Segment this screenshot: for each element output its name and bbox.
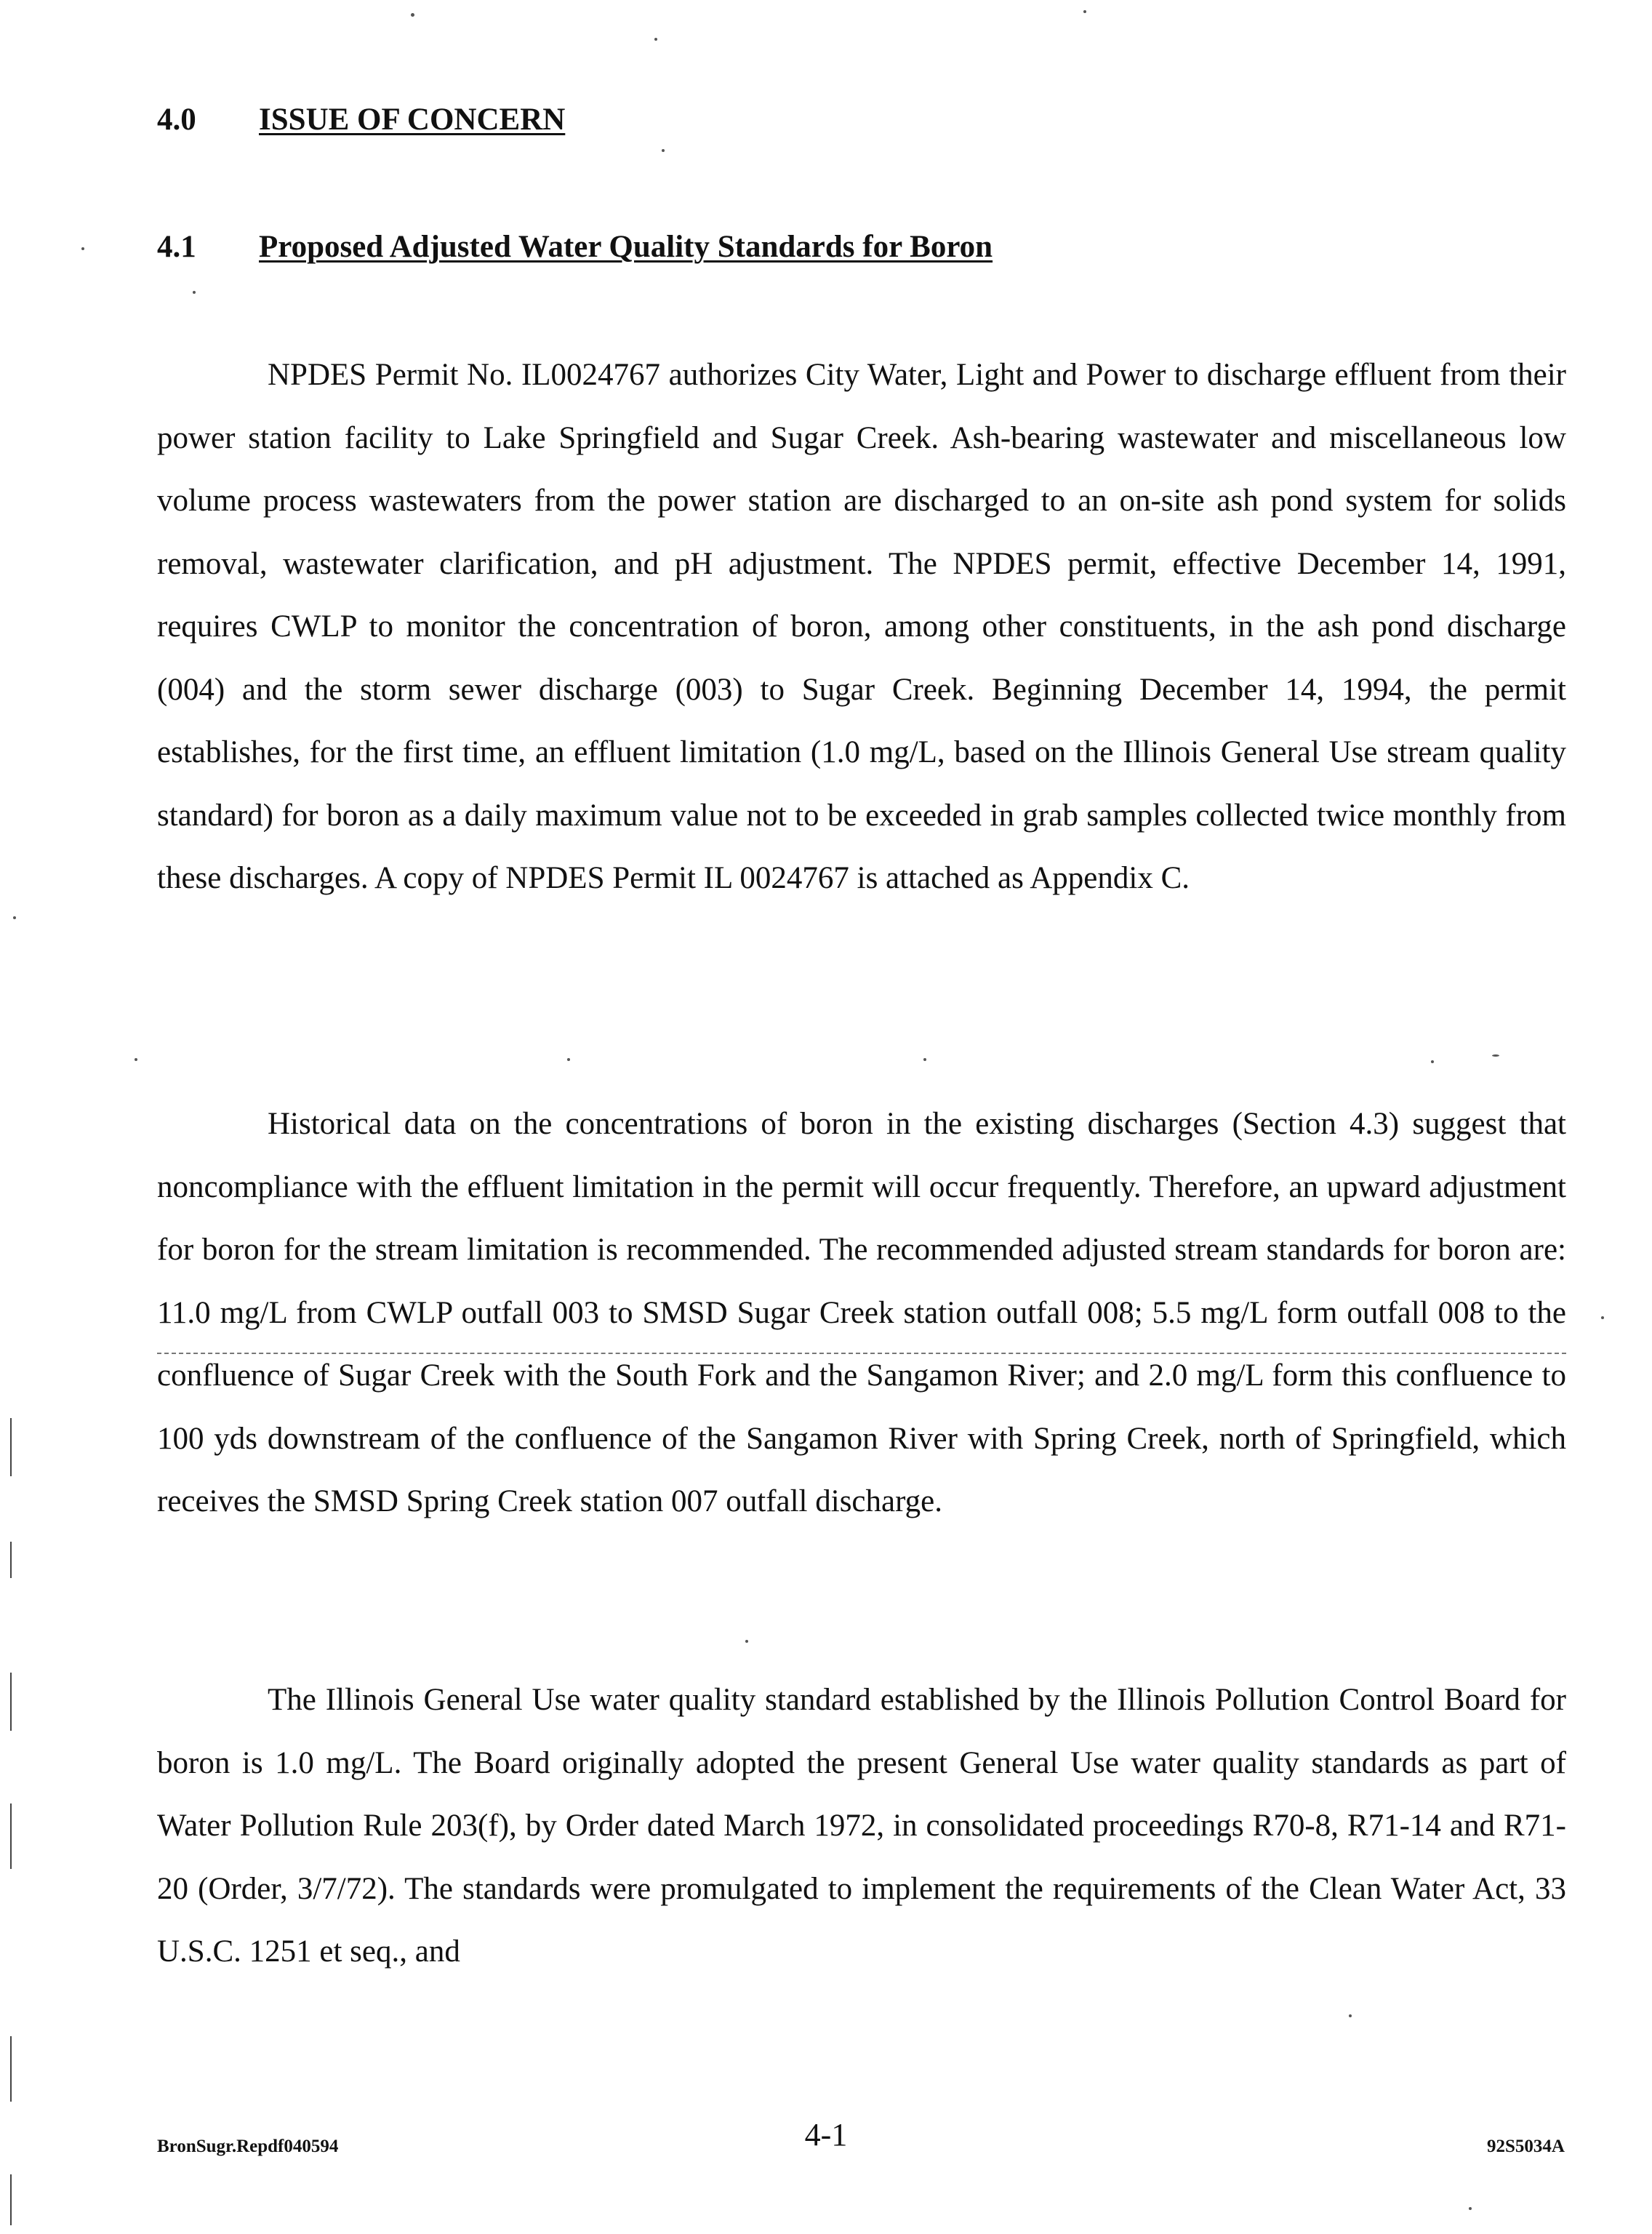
- scan-artifact-dashes: [157, 1353, 1566, 1354]
- scan-artifact-speck: [1601, 1316, 1604, 1319]
- scan-artifact-speck: [1431, 1060, 1434, 1063]
- paragraph-historical-data: Historical data on the concentrations of boron in the existing discharges (Section 4.3) suggest that noncompliance with the effluent limitation in the permit will occur frequently. Therefore, an upward adjustment for boron for the stream limitation is recommended. The recommended adjusted stream standards for boron are: 11.0 mg/L from CWLP outfall 003 to SMSD Sugar Creek station outfall 008; 5.5 mg/L form outfall 008 to the confluence of Sugar Creek with the South Fork and the Sangamon River; and 2.0 mg/L form this confluence to 100 yds downstream of the confluence of the Sangamon River with Spring Creek, north of Springfield, which receives the SMSD Spring Creek station 007 outfall discharge.: [157, 1107, 1566, 1518]
- scan-artifact-speck: [411, 13, 414, 17]
- scan-artifact-speck: [923, 1058, 926, 1061]
- scan-artifact-speck: [13, 916, 16, 919]
- scan-artifact-speck: [1469, 2207, 1472, 2210]
- section-heading-main: [157, 104, 565, 135]
- subsection-number: 4.1: [157, 230, 196, 264]
- scan-artifact-speck: [81, 247, 84, 250]
- scan-artifact-speck: [567, 1058, 570, 1061]
- footer-page-number: 4-1: [804, 2117, 848, 2153]
- scan-artifact-speck: [654, 38, 657, 41]
- scan-artifact-margin-mark: [10, 2174, 12, 2225]
- scan-artifact-margin-mark: [10, 1803, 12, 1869]
- paragraph-permit: NPDES Permit No. IL0024767 authorizes City Water, Light and Power to discharge effluent from their power station facility to Lake Springfield and Sugar Creek. Ash-bearing wastewater and miscellaneous low volume process wastewaters from the power station are discharged to an on-site ash pond system for solids removal, wastewater clarification, and pH adjustment. The NPDES permit, effective December 14, 1991, requires CWLP to monitor the concentration of boron, among other constituents, in the ash pond discharge (004) and the storm sewer discharge (003) to Sugar Creek. Beginning December 14, 1994, the permit establishes, for the first time, an effluent limitation (1.0 mg/L, based on the Illinois General Use stream quality standard) for boron as a daily maximum value not to be exceeded in grab samples collected twice monthly from these discharges. A copy of NPDES Permit IL 0024767 is attached as Appendix C.: [157, 358, 1566, 895]
- scan-artifact-speck: [1083, 10, 1086, 13]
- section-heading-sub: [157, 231, 993, 263]
- scan-artifact-speck: [193, 291, 196, 294]
- scan-artifact-speck: [745, 1640, 748, 1643]
- scan-artifact-margin-mark: [10, 1542, 12, 1578]
- scan-artifact-speck: [1349, 2014, 1352, 2017]
- scan-artifact-speck: [662, 149, 665, 152]
- paragraph-general-use-standard: The Illinois General Use water quality standard established by the Illinois Pollution Control Board for boron is 1.0 mg/L. The Board originally adopted the present General Use water quality standards as part of Water Pollution Rule 203(f), by Order dated March 1972, in consolidated proceedings R70-8, R71-14 and R71-20 (Order, 3/7/72). The standards were promulgated to implement the requirements of the Clean Water Act, 33 U.S.C. 1251 et seq., and: [157, 1683, 1566, 1969]
- subsection-title: Proposed Adjusted Water Quality Standards for Boron: [259, 230, 993, 264]
- footer-doc-code: 92S5034A: [1487, 2137, 1565, 2156]
- scan-artifact-margin-mark: [10, 1418, 12, 1476]
- scan-artifact-margin-mark: [10, 2036, 12, 2102]
- footer-file-name: BronSugr.Repdf040594: [157, 2137, 339, 2156]
- scan-artifact-margin-mark: [10, 1673, 12, 1731]
- scan-artifact-speck: [135, 1058, 137, 1061]
- section-number: 4.0: [157, 103, 196, 137]
- scan-artifact-speck: [1492, 1054, 1499, 1057]
- section-title: ISSUE OF CONCERN: [259, 103, 566, 137]
